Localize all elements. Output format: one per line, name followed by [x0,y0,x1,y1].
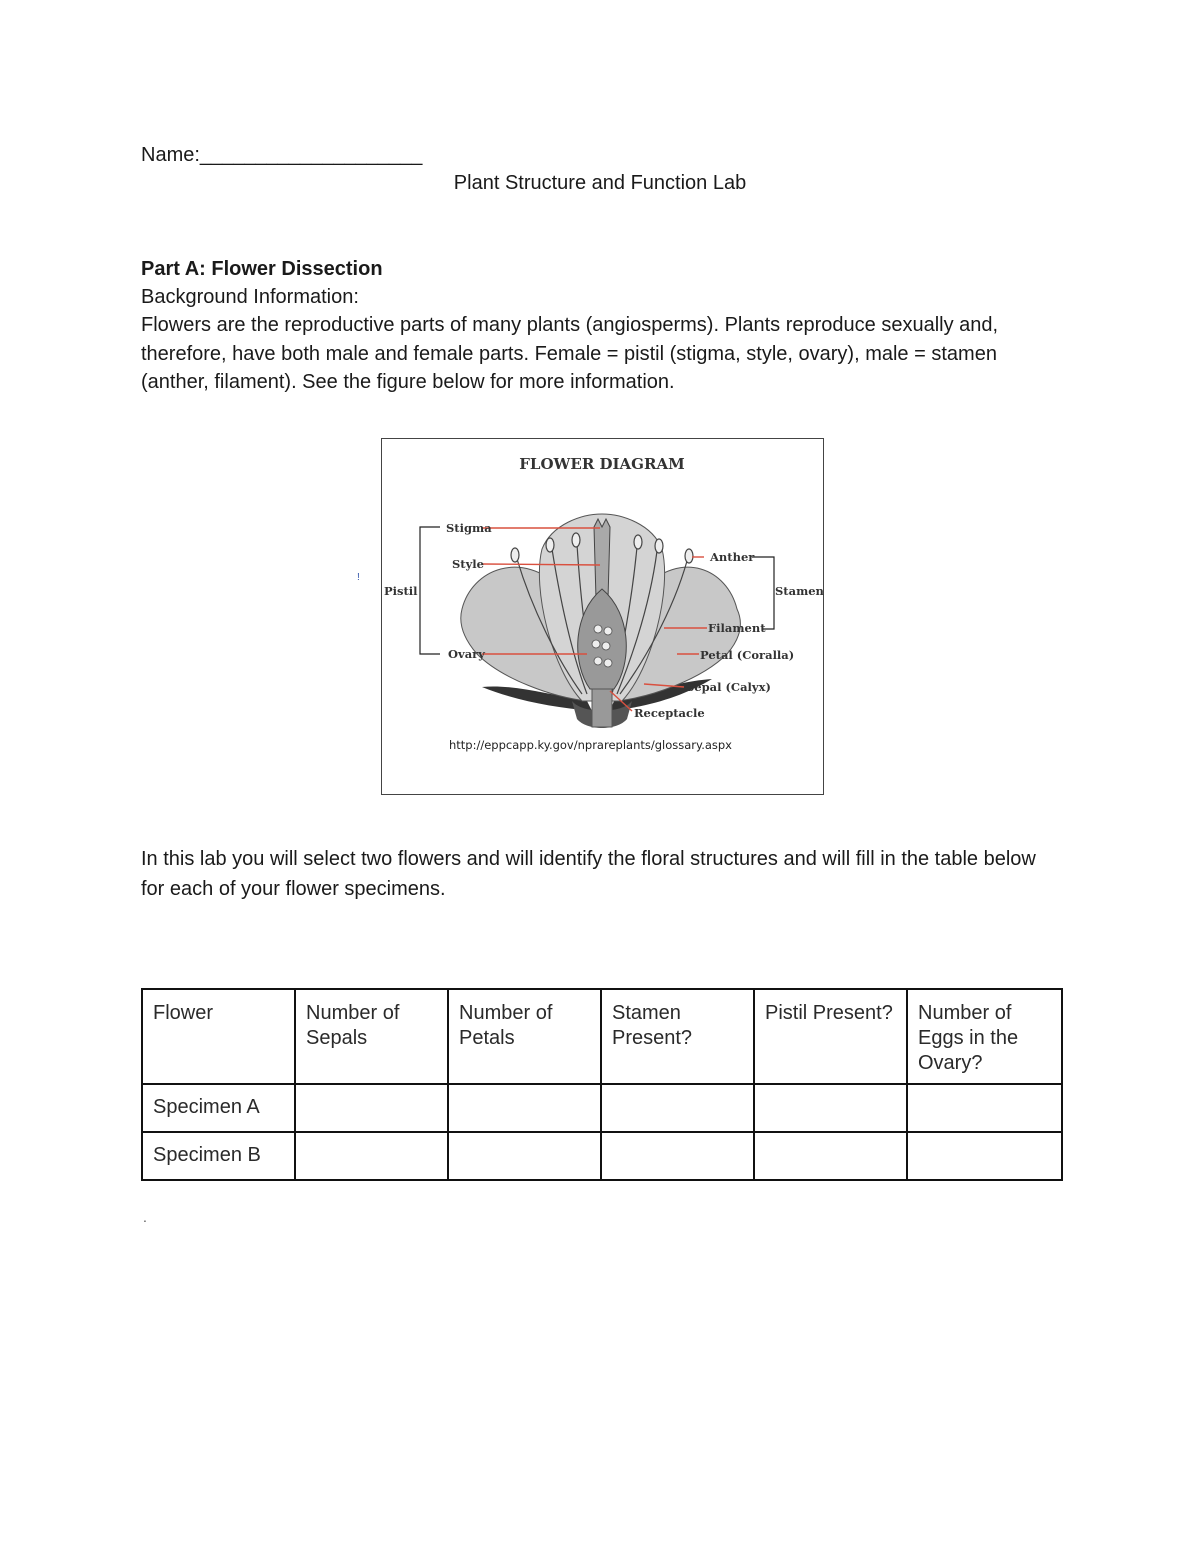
name-line: Name:____________________ [141,144,423,166]
table-header-row [142,989,1062,1084]
background-paragraph: Flowers are the reproductive parts of many plants (angiosperms). Plants reproduce sexually and, therefore, have both male and female parts. Female = pistil (stigma, style, ovary), male = stamen (anther, filament). See the figure below for more information. [141,314,999,393]
header-flower: Flower [142,989,295,1084]
header-petals: Number of Petals [448,989,601,1084]
header-stamen: Stamen Present? [601,989,754,1084]
figure-source-url: http://eppcapp.ky.gov/nprareplants/glossary.aspx [449,738,732,752]
table-cell[interactable] [601,1084,754,1132]
page-title: Plant Structure and Function Lab [453,172,747,194]
table-row [142,1084,1062,1132]
flower-diagram-figure [381,438,824,795]
table-cell[interactable] [907,1132,1062,1180]
table-row [142,1132,1062,1180]
row-label: Specimen A [142,1084,295,1132]
table-cell[interactable] [448,1084,601,1132]
flower-diagram [382,439,825,796]
stamen-bracket [752,557,774,629]
label-stamen: Stamen [775,584,824,598]
section-title: Part A: Flower Dissection [141,258,383,280]
label-stigma: Stigma [446,521,492,535]
background-label: Background Information: [141,286,359,308]
header-eggs: Number of Eggs in the Ovary? [907,989,1062,1084]
table-cell[interactable] [601,1132,754,1180]
specimen-table [141,988,1063,1181]
label-ovary: Ovary [448,647,485,661]
pistil-bracket [420,527,440,654]
table-cell[interactable] [295,1132,448,1180]
label-anther: Anther [710,550,755,564]
label-receptacle: Receptacle [634,706,705,720]
table-cell[interactable] [754,1132,907,1180]
label-sepal: Sepal (Calyx) [686,680,771,694]
stalk-shape [592,689,612,727]
label-pistil: Pistil [384,584,418,598]
label-filament: Filament [708,621,766,635]
footer-mark: . [143,1209,147,1225]
header-sepals: Number of Sepals [295,989,448,1084]
figure-title: FLOWER DIAGRAM [519,455,685,473]
table-cell[interactable] [754,1084,907,1132]
style-shape [594,519,610,599]
table-cell[interactable] [448,1132,601,1180]
intro-paragraph: In this lab you will select two flowers and will identify the floral structures and will fill in the table below for each of your flower specimens. [141,848,1036,900]
label-style: Style [452,557,484,571]
label-petal: Petal (Coralla) [700,648,795,662]
header-pistil: Pistil Present? [754,989,907,1084]
stray-mark: ! [357,572,360,583]
table-cell[interactable] [295,1084,448,1132]
row-label: Specimen B [142,1132,295,1180]
table-cell[interactable] [907,1084,1062,1132]
